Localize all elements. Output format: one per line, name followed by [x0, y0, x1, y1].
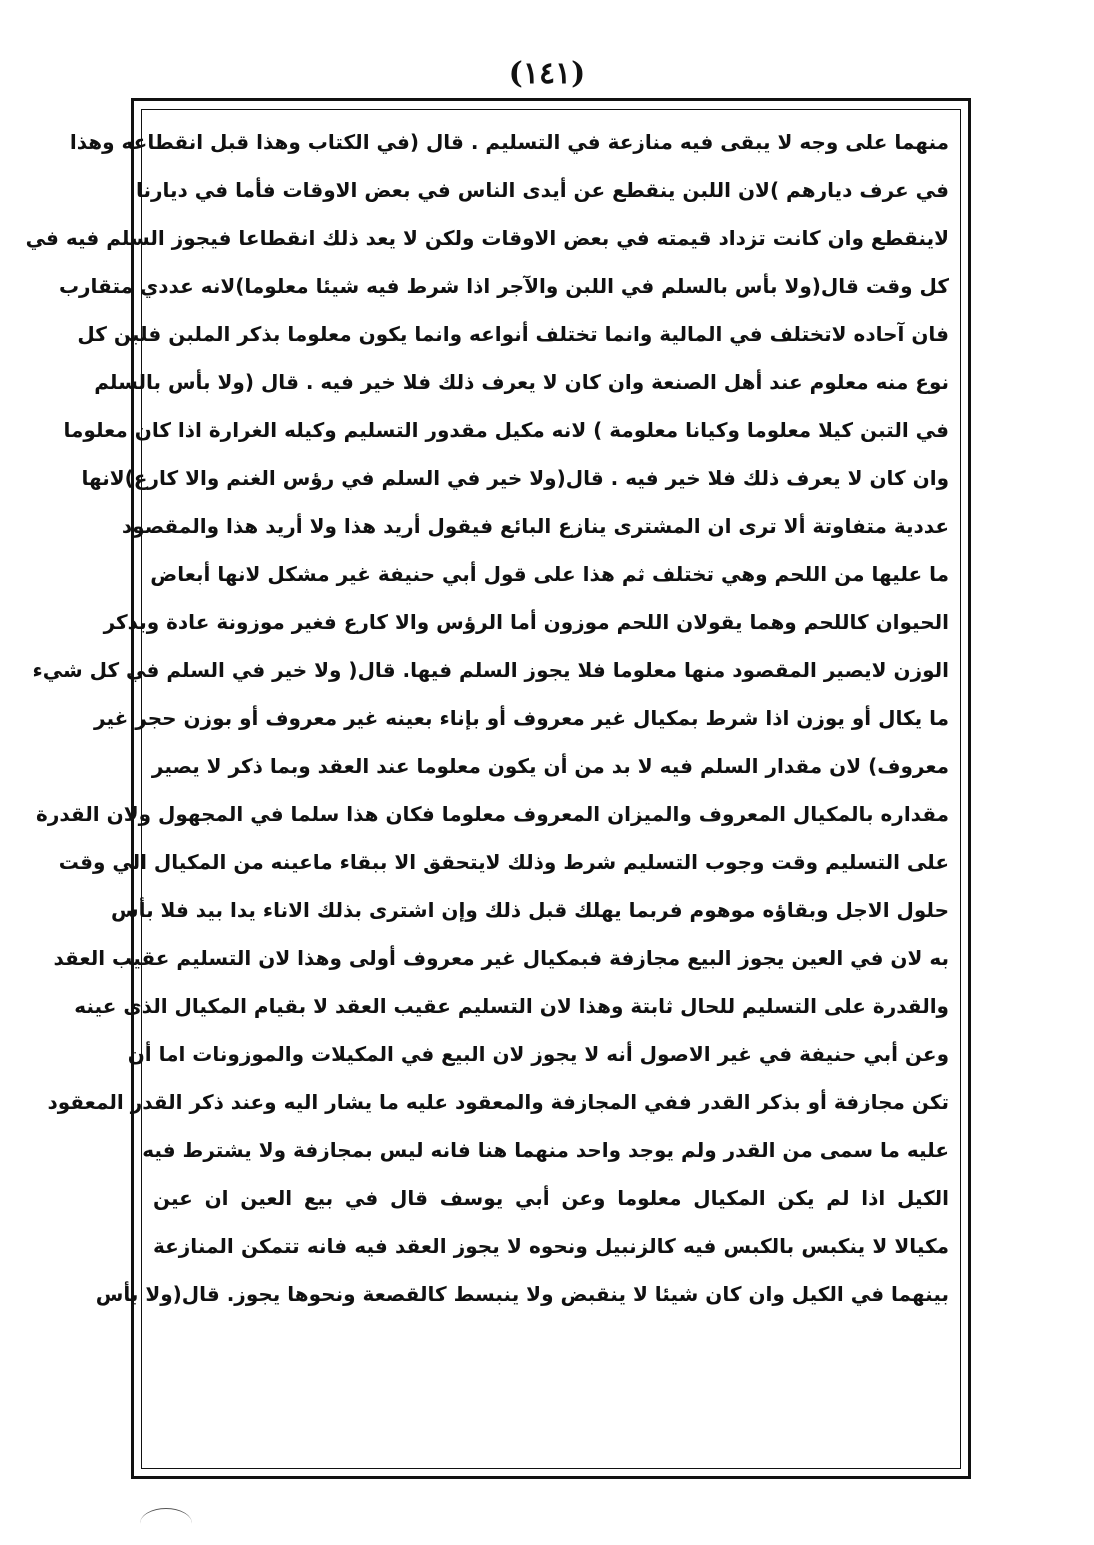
text-line: وان كان لا يعرف ذلك فلا خير فيه . قال(ولا خير في السلم في رؤس الغنم والا كارع)لانها — [81, 466, 949, 490]
text-line: عليه ما سمى من القدر ولم يوجد واحد منهما هنا فانه ليس بمجازفة ولا يشترط فيه — [142, 1138, 949, 1162]
text-line: مكيالا لا ينكبس بالكبس فيه كالزنبيل ونحوه لا يجوز العقد فيه فانه تتمكن المنازعة — [153, 1234, 949, 1258]
text-line: في التبن كيلا معلوما وكيانا معلومة ) لانه مكيل مقدور التسليم وكيله الغرارة اذا كان معلوما — [63, 418, 949, 442]
text-line: مقداره بالمكيال المعروف والميزان المعروف معلوما فكان هذا سلما في المجهول ولان القدرة — [36, 802, 949, 826]
text-line: تكن مجازفة أو بذكر القدر ففي المجازفة والمعقود عليه ما يشار اليه وعند ذكر القدر المعقود — [47, 1090, 949, 1114]
text-line: والقدرة على التسليم للحال ثابتة وهذا لان التسليم عقيب العقد لا بقيام المكيال الذى عينه — [74, 994, 949, 1018]
text-line: نوع منه معلوم عند أهل الصنعة وان كان لا يعرف ذلك فلا خير فيه . قال (ولا بأس بالسلم — [94, 370, 949, 394]
text-line: كل وقت قال(ولا بأس بالسلم في اللبن والآجر اذا شرط فيه شيئا معلوما)لانه عددي متقارب — [58, 274, 949, 298]
text-line: ما يكال أو يوزن اذا شرط بمكيال غير معروف أو بإناء بعينه غير معروف أو بوزن حجر غير — [94, 706, 949, 730]
text-line: على التسليم وقت وجوب التسليم شرط وذلك لايتحقق الا ببقاء ماعينه من المكيال الي وقت — [58, 850, 949, 874]
text-line: فان آحاده لاتختلف في المالية وانما تختلف أنواعه وانما يكون معلوما بذكر الملبن فلبن كل — [77, 322, 949, 346]
text-line: وعن أبي حنيفة في غير الاصول أنه لا يجوز لان البيع في المكيلات والموزونات اما أن — [127, 1042, 949, 1066]
page-number: (١٤١) — [508, 56, 586, 91]
text-line: الوزن لايصير المقصود منها معلوما فلا يجوز السلم فيها. قال( ولا خير في السلم في كل شيء — [32, 658, 949, 682]
text-line: به لان في العين يجوز البيع مجازفة فبمكيال غير معروف أولى وهذا لان التسليم عقيب العقد — [53, 946, 949, 970]
text-line: الكيل اذا لم يكن المكيال معلوما وعن أبي يوسف قال في بيع العين ان عين — [153, 1186, 949, 1210]
text-line: في عرف ديارهم )لان اللبن ينقطع عن أيدى الناس في بعض الاوقات فأما في ديارنا — [136, 178, 949, 202]
scan-mark — [140, 1508, 192, 1539]
text-line: لاينقطع وان كانت تزداد قيمته في بعض الاوقات ولكن لا يعد ذلك انقطاعا فيجوز السلم فيه في — [25, 226, 949, 250]
body-text — [25, 118, 955, 1464]
text-line: حلول الاجل وبقاؤه موهوم فربما يهلك قبل ذلك وإن اشترى بذلك الاناء يدا بيد فلا بأس — [110, 898, 949, 922]
text-line: منهما على وجه لا يبقى فيه منازعة في التسليم . قال (في الكتاب وهذا قبل انقطاعه وهذا — [69, 130, 949, 154]
text-line: بينهما في الكيل وان كان شيئا لا ينقبض ولا ينبسط كالقصعة ونحوها يجوز. قال(ولا بأس — [95, 1282, 949, 1306]
text-line: عددية متفاوتة ألا ترى ان المشترى ينازع البائع فيقول أريد هذا ولا أريد هذا والمقصود — [121, 514, 949, 538]
text-line: الحيوان كاللحم وهما يقولان اللحم موزون أما الرؤس والا كارع فغير موزونة عادة وبذكر — [103, 610, 949, 634]
text-line: معروف) لان مقدار السلم فيه لا بد من أن يكون معلوما عند العقد وبما ذكر لا يصير — [151, 754, 949, 778]
text-line: ما عليها من اللحم وهي تختلف ثم هذا على قول أبي حنيفة غير مشكل لانها أبعاض — [150, 562, 949, 586]
